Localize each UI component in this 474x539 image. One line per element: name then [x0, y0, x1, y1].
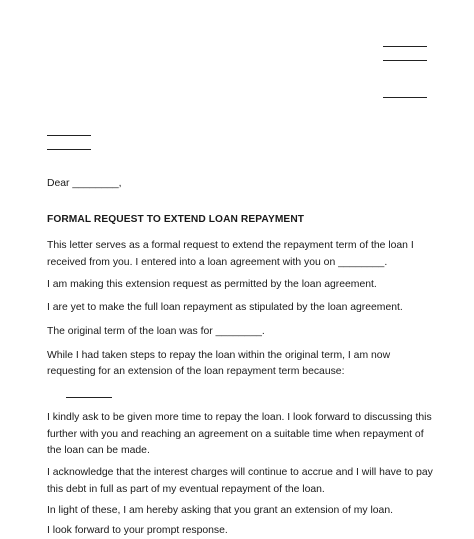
sender-address-blank [383, 60, 427, 61]
paragraph-9: I look forward to your prompt response. [47, 525, 228, 536]
paragraph-7-line-1: I acknowledge that the interest charges will continue to accrue and I will have to pay [47, 467, 433, 478]
paragraph-5-line-1: While I had taken steps to repay the loan within the original term, I am now [47, 350, 391, 361]
paragraph-6-line-1: I kindly ask to be given more time to repay the loan. I look forward to discussing this [47, 412, 432, 423]
paragraph-6-line-2: further with you and reaching an agreement on a suitable time when repayment of [47, 429, 424, 440]
letter-title: FORMAL REQUEST TO EXTEND LOAN REPAYMENT [47, 214, 305, 225]
paragraph-8: In light of these, I am hereby asking that you grant an extension of my loan. [47, 505, 393, 516]
paragraph-1-line-2: received from you. I entered into a loan agreement with you on ________. [47, 257, 388, 268]
paragraph-4: The original term of the loan was for ________. [47, 326, 265, 337]
date-blank [383, 97, 427, 98]
recipient-address-blank [47, 149, 91, 150]
recipient-name-blank [47, 135, 91, 136]
paragraph-5-line-2: requesting for an extension of the loan repayment term because: [47, 366, 345, 377]
paragraph-3: I are yet to make the full loan repayment as stipulated by the loan agreement. [47, 302, 403, 313]
sender-name-blank [383, 46, 427, 47]
paragraph-1-line-1: This letter serves as a formal request to extend the repayment term of the loan I [47, 240, 414, 251]
reason-blank [66, 397, 112, 398]
salutation: Dear ________, [47, 178, 122, 189]
paragraph-6-line-3: the loan can be made. [47, 445, 150, 456]
paragraph-7-line-2: this debt in full as part of my eventual repayment of the loan. [47, 484, 325, 495]
paragraph-2: I am making this extension request as permitted by the loan agreement. [47, 279, 377, 290]
